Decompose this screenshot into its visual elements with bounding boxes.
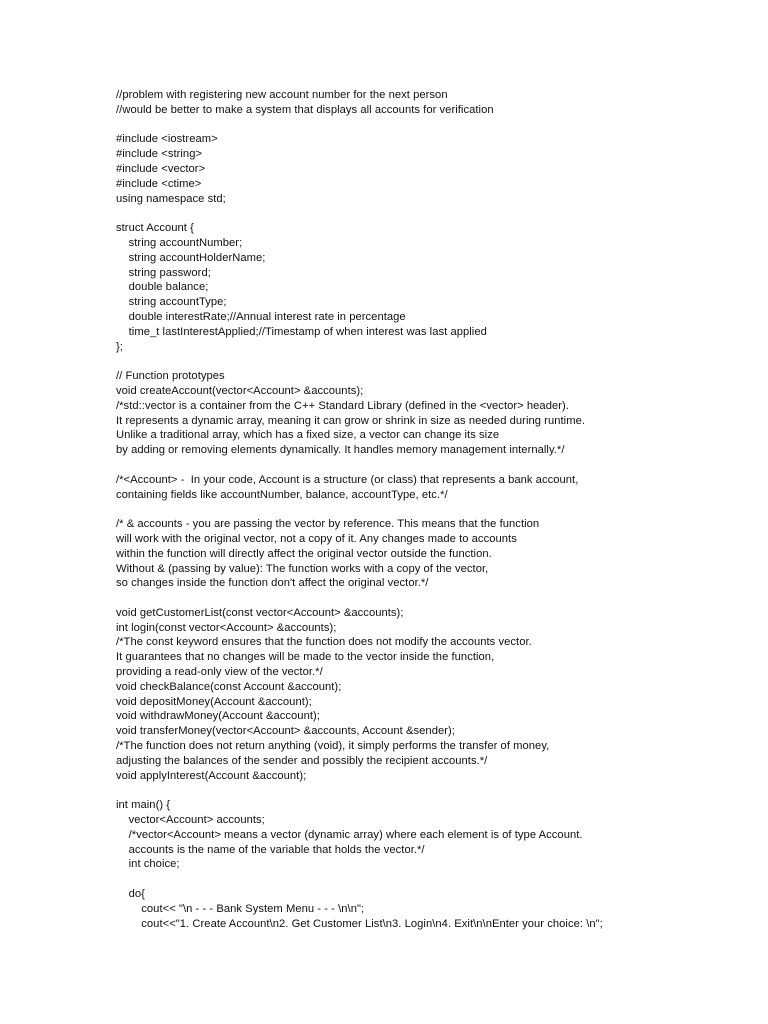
text-line	[116, 872, 736, 887]
text-line: Unlike a traditional array, which has a fixed size, a vector can change its size	[116, 429, 500, 442]
text-line: using namespace std;	[116, 192, 226, 205]
text-line: #include <iostream>	[116, 133, 218, 146]
text-line: void depositMoney(Account &account);	[116, 695, 312, 708]
text-line: string accountNumber;	[116, 236, 243, 249]
text-line	[116, 502, 736, 517]
text-line: do{	[116, 888, 145, 901]
text-line: providing a read-only view of the vector.*/	[116, 666, 323, 679]
text-line	[116, 354, 736, 369]
text-line: /*The function does not return anything (void), it simply performs the transfer of money,	[116, 740, 550, 753]
text-line: so changes inside the function don't affect the original vector.*/	[116, 577, 429, 590]
text-line: //problem with registering new account number for the next person	[116, 89, 448, 101]
text-line: #include <vector>	[116, 162, 206, 175]
text-line: will work with the original vector, not a copy of it. Any changes made to accounts	[116, 532, 517, 545]
text-line: void checkBalance(const Account &account);	[116, 680, 342, 693]
text-line: void createAccount(vector<Account> &accounts);	[116, 384, 364, 397]
text-line	[116, 591, 736, 606]
text-line: adjusting the balances of the sender and possibly the recipient accounts.*/	[116, 754, 488, 767]
text-line: //would be better to make a system that displays all accounts for verification	[116, 103, 494, 116]
text-line: /*<Account> - In your code, Account is a structure (or class) that represents a bank account,	[116, 473, 579, 486]
text-line: accounts is the name of the variable that holds the vector.*/	[116, 843, 425, 856]
text-line: void applyInterest(Account &account);	[116, 769, 307, 782]
text-line	[116, 458, 736, 473]
text-line: /*std::vector is a container from the C++ Standard Library (defined in the <vector> header).	[116, 399, 569, 412]
text-line: time_t lastInterestApplied;//Timestamp of when interest was last applied	[116, 325, 487, 338]
text-line: #include <ctime>	[116, 177, 202, 190]
text-line: };	[116, 340, 123, 353]
text-line: /* & accounts - you are passing the vector by reference. This means that the function	[116, 518, 540, 531]
text-line: int login(const vector<Account> &accounts);	[116, 621, 337, 634]
text-line: vector<Account> accounts;	[116, 814, 265, 827]
text-line: /*The const keyword ensures that the function does not modify the accounts vector.	[116, 636, 532, 649]
document-body	[116, 88, 736, 931]
text-line: void getCustomerList(const vector<Account> &accounts);	[116, 606, 404, 619]
text-line: cout<<"1. Create Account\n2. Get Customer List\n3. Login\n4. Exit\n\nEnter your choice: \n";	[116, 917, 603, 930]
text-line: struct Account {	[116, 222, 194, 235]
text-line: #include <string>	[116, 148, 203, 161]
text-line: string password;	[116, 266, 211, 279]
text-line: cout<< "\n - - - Bank System Menu - - - \n\n";	[116, 902, 365, 915]
text-line: void transferMoney(vector<Account> &accounts, Account &sender);	[116, 725, 455, 738]
text-line: string accountType;	[116, 296, 227, 309]
text-line: int choice;	[116, 858, 180, 871]
text-line: double interestRate;//Annual interest rate in percentage	[116, 310, 406, 323]
text-line	[116, 118, 736, 133]
text-line: containing fields like accountNumber, balance, accountType, etc.*/	[116, 488, 448, 501]
text-line	[116, 206, 736, 221]
text-line	[116, 783, 736, 798]
text-line: // Function prototypes	[116, 370, 225, 383]
text-line: int main() {	[116, 799, 171, 812]
text-line: /*vector<Account> means a vector (dynamic array) where each element is of type Account.	[116, 828, 583, 841]
text-line: It represents a dynamic array, meaning it can grow or shrink in size as needed during runtime.	[116, 414, 585, 427]
text-line: within the function will directly affect the original vector outside the function.	[116, 547, 492, 560]
text-line: by adding or removing elements dynamically. It handles memory management internally.*/	[116, 444, 565, 457]
text-line: It guarantees that no changes will be made to the vector inside the function,	[116, 651, 495, 664]
text-line: double balance;	[116, 281, 209, 294]
text-line: Without & (passing by value): The function works with a copy of the vector,	[116, 562, 489, 575]
text-line: string accountHolderName;	[116, 251, 266, 264]
text-line: void withdrawMoney(Account &account);	[116, 710, 320, 723]
